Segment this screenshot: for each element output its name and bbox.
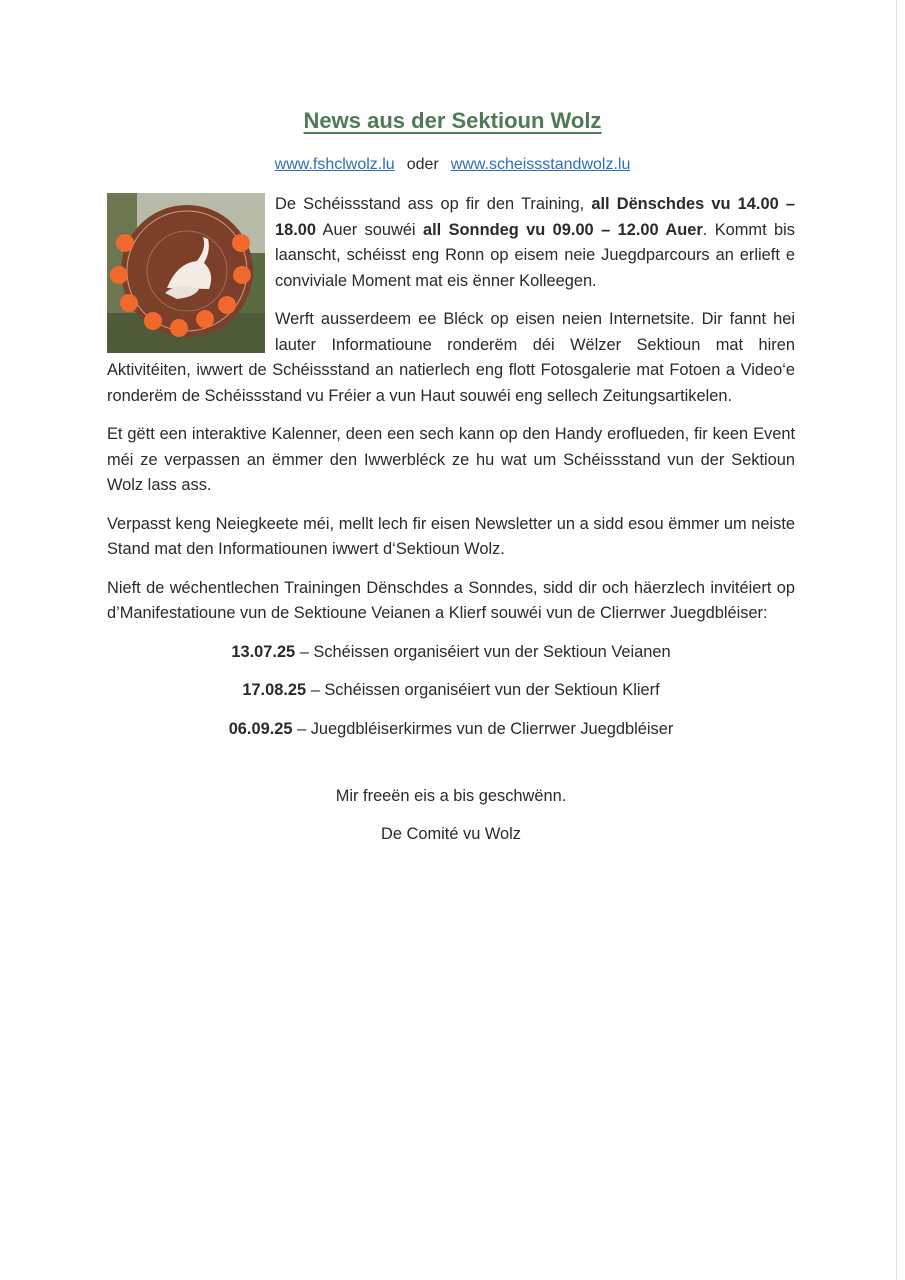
article-body [107,192,795,859]
paragraph-calendar: Et gëtt een interaktive Kalenner, deen een sech kann op den Handy eroflueden, fir keen Event méi ze verpassen an ëmmer den Iwwerbléck ze hu wat um Schéissstand vun der Sektioun Wolz lass ass. [107,425,795,494]
website-links [0,156,905,174]
shooting-target-photo [107,193,265,353]
paragraph-newsletter: Verpasst keng Neiegkeete méi, mellt lech fir eisen Newsletter un a sidd esou ëmmer um neiste Stand mat den Informatiounen iwwert d‘Sektioun Wolz. [107,514,795,558]
event-item: 17.08.25 – Schéissen organiséiert vun der Sektioun Klierf [242,681,660,699]
target-photo-icon [107,193,265,353]
page-title: News aus der Sektioun Wolz [303,108,602,133]
paragraph-website: Werft ausserdeem ee Bléck op eisen neien Internetsite. Dir fannt hei lauter Informatioune ronderëm déi Wëlzer Sektioun mat hiren Aktivitéiten, iwwert de Schéissstand an natierlech eng flott Fotosgalerie mat Fotoen a Video‘e ronderëm de Schéissstand vu Fréier a vun Haut souwéi eng sellech Zeitungsartikelen. [107,310,795,405]
closing [107,784,795,847]
closing-signature: De Comité vu Wolz [381,824,521,843]
event-item: 06.09.25 – Juegdbléiserkirmes vun de Clierrwer Juegdbléiser [228,719,674,738]
link-separator: oder [406,156,439,173]
link-scheissstandwolz[interactable]: www.scheissstandwolz.lu [450,156,631,173]
event-item: 13.07.25 – Schéissen organiséiert vun der Sektioun Veianen [231,642,671,661]
paragraph-invitation: Nieft de wéchentlechen Trainingen Dënschdes a Sonndes, sidd dir och häerzlech invitéiert op d’Manifestatioune vun de Sektioune Veianen a Klierf souwéi vun de Clierrwer Juegdbléiser: [107,578,795,622]
link-fshclwolz[interactable]: www.fshclwolz.lu [274,156,395,173]
closing-greeting: Mir freeën eis a bis geschwënn. [335,787,567,805]
page-edge [896,0,897,1280]
paragraph-training: De Schéissstand ass op fir den Training, all Dënschdes vu 14.00 – 18.00 Auer souwéi all Sonndeg vu 09.00 – 12.00 Auer. Kommt bis laanscht, schéisst eng Ronn op eisem neie Juegdparcours an erlieft e conviviale Moment mat eis ënner Kolleegen. [275,195,795,290]
event-list [107,640,795,743]
